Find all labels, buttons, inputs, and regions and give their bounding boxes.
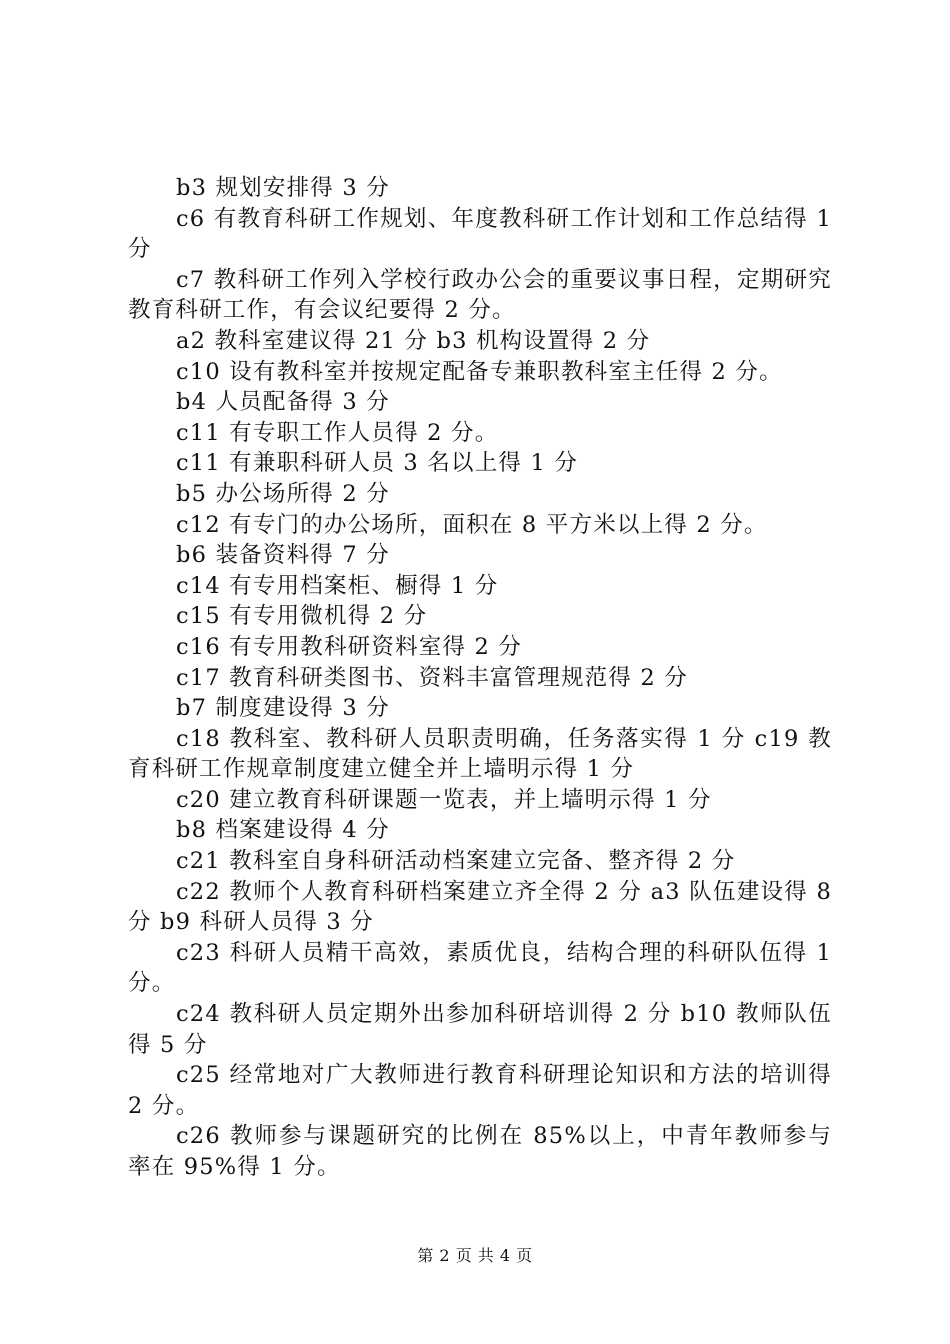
paragraph-b5: b5 办公场所得 2 分	[176, 480, 390, 507]
paragraph-c20: c20 建立教育科研课题一览表，并上墙明示得 1 分	[176, 786, 712, 813]
paragraph-c14: c14 有专用档案柜、橱得 1 分	[176, 572, 499, 599]
document-body	[128, 173, 832, 1183]
paragraph-c21: c21 教科室自身科研活动档案建立完备、整齐得 2 分	[176, 848, 736, 875]
paragraph-c22-a3-b9: c22 教师个人教育科研档案建立齐全得 2 分 a3 队伍建设得 8 分 b9 科研人员得 3 分	[128, 878, 832, 936]
paragraph-b3-planning: b3 规划安排得 3 分	[176, 175, 390, 201]
paragraph-c18-c19: c18 教科室、教科研人员职责明确，任务落实得 1 分 c19 教育科研工作规章制度建立健全并上墙明示得 1 分	[128, 725, 832, 783]
paragraph-b6: b6 装备资料得 7 分	[176, 542, 390, 569]
paragraph-c23: c23 科研人员精干高效，素质优良，结构合理的科研队伍得 1 分。	[128, 939, 832, 997]
paragraph-c11-fulltime: c11 有专职工作人员得 2 分。	[176, 419, 499, 446]
paragraph-c24-b10: c24 教科研人员定期外出参加科研培训得 2 分 b10 教师队伍得 5 分	[128, 1001, 832, 1058]
paragraph-c7: c7 教科研工作列入学校行政办公会的重要议事日程，定期研究教育科研工作，有会议纪要得 2 分。	[128, 266, 832, 324]
paragraph-c25: c25 经常地对广大教师进行教育科研理论知识和方法的培训得 2 分。	[128, 1062, 832, 1119]
paragraph-c17: c17 教育科研类图书、资料丰富管理规范得 2 分	[176, 664, 689, 691]
paragraph-b7: b7 制度建设得 3 分	[176, 695, 390, 722]
paragraph-c6: c6 有教育科研工作规划、年度教科研工作计划和工作总结得 1 分	[128, 205, 832, 263]
paragraph-b4: b4 人员配备得 3 分	[176, 389, 390, 416]
paragraph-c26: c26 教师参与课题研究的比例在 85%以上，中青年教师参与率在 95%得 1 分。	[128, 1123, 832, 1180]
paragraph-c11-parttime: c11 有兼职科研人员 3 名以上得 1 分	[176, 450, 579, 477]
paragraph-c16: c16 有专用教科研资料室得 2 分	[176, 633, 523, 660]
paragraph-c10: c10 设有教科室并按规定配备专兼职教科室主任得 2 分。	[176, 358, 783, 385]
paragraph-a2-b3: a2 教科室建议得 21 分 b3 机构设置得 2 分	[176, 327, 651, 354]
paragraph-c12: c12 有专门的办公场所，面积在 8 平方米以上得 2 分。	[176, 511, 768, 538]
paragraph-c15: c15 有专用微机得 2 分	[176, 603, 428, 630]
page-number-footer: 第 2 页 共 4 页	[417, 1246, 533, 1265]
paragraph-b8: b8 档案建设得 4 分	[176, 817, 390, 844]
